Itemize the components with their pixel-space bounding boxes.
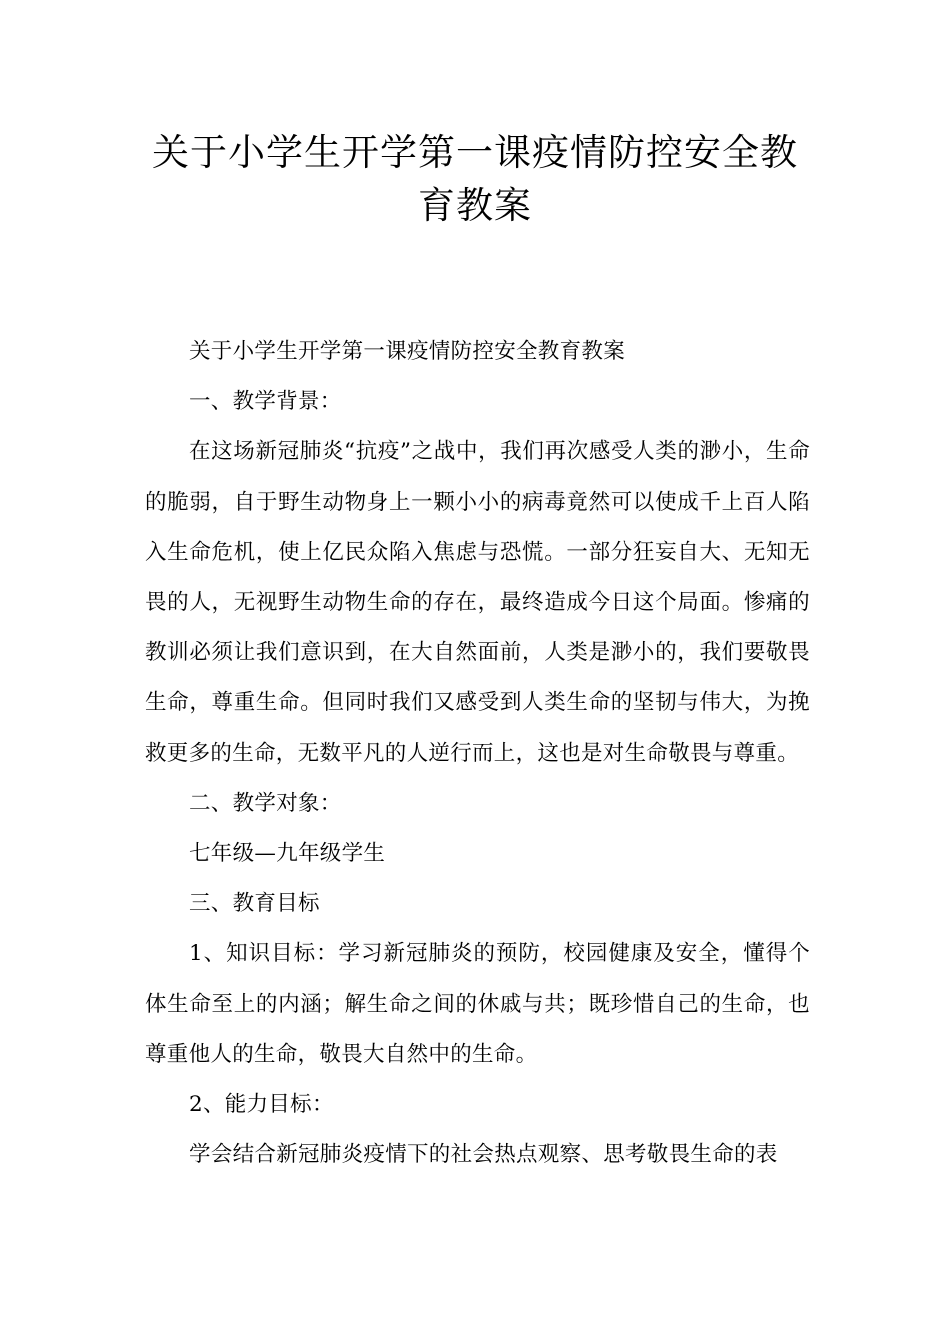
section-heading-background: 一、教学背景：: [189, 389, 342, 415]
section-heading-goals: 三、教育目标: [189, 891, 320, 917]
document-body: [145, 327, 810, 1180]
title-line-1: 关于小学生开学第一课疫情防控安全教: [152, 131, 798, 174]
background-paragraph: 在这场新冠肺炎“抗疫”之战中，我们再次感受人类的渺小，生命的脆弱，自于野生动物身上一颗小小的病毒竟然可以使成千上百人陷入生命危机，使上亿民众陷入焦虑与恐慌。一部分狂妄自大、无知无畏的人，无视野生动物生命的存在，最终造成今日这个局面。惨痛的教训必须让我们意识到，在大自然面前，人类是渺小的，我们要敬畏生命，尊重生命。但同时我们又感受到人类生命的坚韧与伟大，为挽救更多的生命，无数平凡的人逆行而上，这也是对生命敬畏与尊重。: [145, 439, 810, 766]
ability-goal-heading: 2、能力目标：: [189, 1092, 334, 1118]
knowledge-goal-paragraph: 1、知识目标：学习新冠肺炎的预防，校园健康及安全，懂得个体生命至上的内涵；解生命之间的休戚与共；既珍惜自己的生命，也尊重他人的生命，敬畏大自然中的生命。: [145, 941, 810, 1067]
lead-title-paragraph: 关于小学生开学第一课疫情防控安全教育教案: [189, 339, 626, 364]
section-heading-audience: 二、教学对象：: [189, 790, 342, 816]
audience-paragraph: 七年级—九年级学生: [189, 841, 386, 867]
title-line-2: 育教案: [418, 184, 532, 227]
ability-goal-paragraph: 学会结合新冠肺炎疫情下的社会热点观察、思考敬畏生命的表: [189, 1142, 778, 1168]
document-title: [120, 126, 830, 232]
